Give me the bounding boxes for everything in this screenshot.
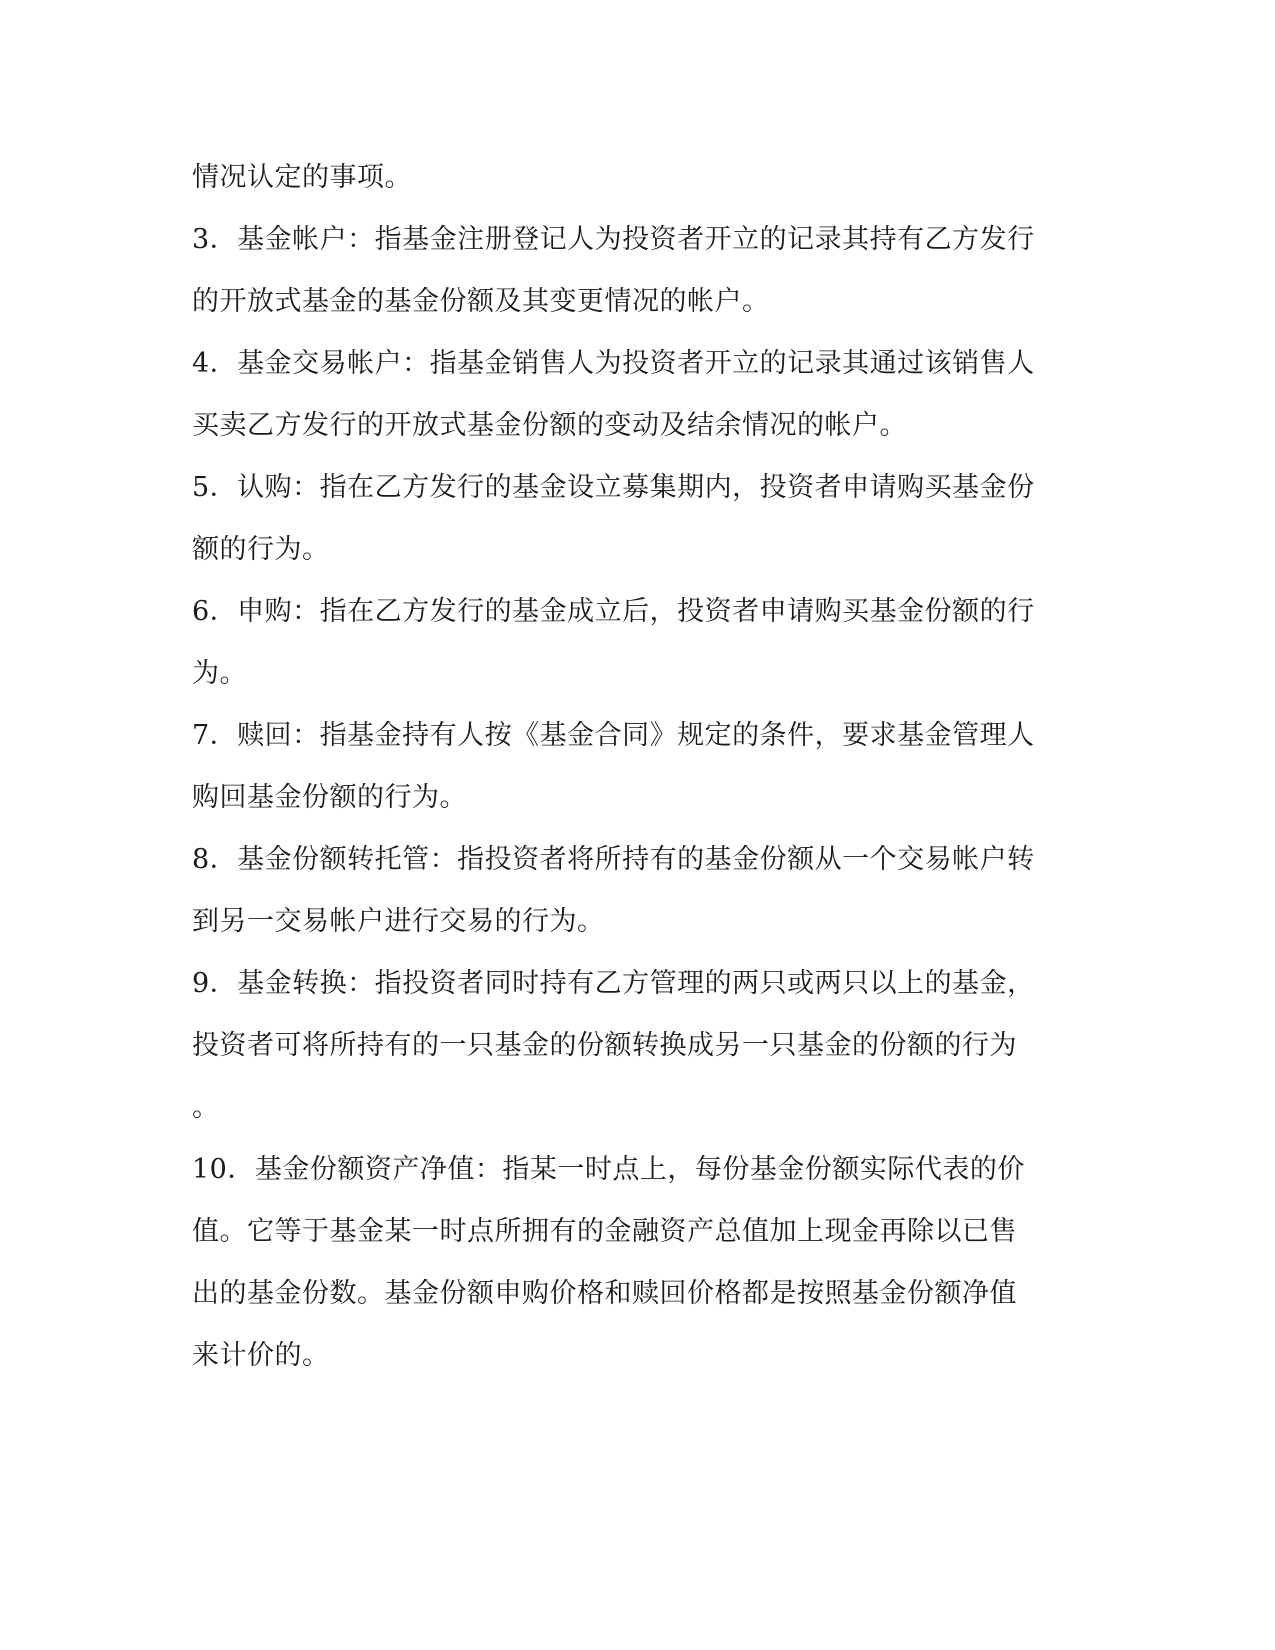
text-line: 8．基金份额转托管：指投资者将所持有的基金份额从一个交易帐户转 (192, 844, 1035, 875)
text-line: 到另一交易帐户进行交易的行为。 (192, 906, 605, 937)
text-line: 7．赎回：指基金持有人按《基金合同》规定的条件，要求基金管理人 (192, 720, 1035, 751)
text-line: 4．基金交易帐户：指基金销售人为投资者开立的记录其通过该销售人 (192, 348, 1035, 379)
text-line: 值。它等于基金某一时点所拥有的金融资产总值加上现金再除以已售 (192, 1216, 1017, 1247)
text-line: 。 (192, 1092, 220, 1123)
text-line: 出的基金份数。基金份额申购价格和赎回价格都是按照基金份额净值 (192, 1278, 1017, 1309)
text-line: 9．基金转换：指投资者同时持有乙方管理的两只或两只以上的基金， (192, 968, 1035, 999)
text-line: 3．基金帐户：指基金注册登记人为投资者开立的记录其持有乙方发行 (192, 224, 1035, 255)
text-line: 10．基金份额资产净值：指某一时点上，每份基金份额实际代表的价 (192, 1154, 1025, 1185)
text-line: 购回基金份额的行为。 (192, 782, 467, 813)
text-line: 投资者可将所持有的一只基金的份额转换成另一只基金的份额的行为 (192, 1030, 1017, 1061)
text-line: 情况认定的事项。 (192, 162, 412, 193)
text-line: 5．认购：指在乙方发行的基金设立募集期内，投资者申请购买基金份 (192, 472, 1035, 503)
text-line: 额的行为。 (192, 534, 330, 565)
text-line: 的开放式基金的基金份额及其变更情况的帐户。 (192, 286, 770, 317)
text-line: 为。 (192, 658, 247, 689)
text-line: 来计价的。 (192, 1340, 330, 1371)
text-line: 6．申购：指在乙方发行的基金成立后，投资者申请购买基金份额的行 (192, 596, 1035, 627)
text-line: 买卖乙方发行的开放式基金份额的变动及结余情况的帐户。 (192, 410, 907, 441)
